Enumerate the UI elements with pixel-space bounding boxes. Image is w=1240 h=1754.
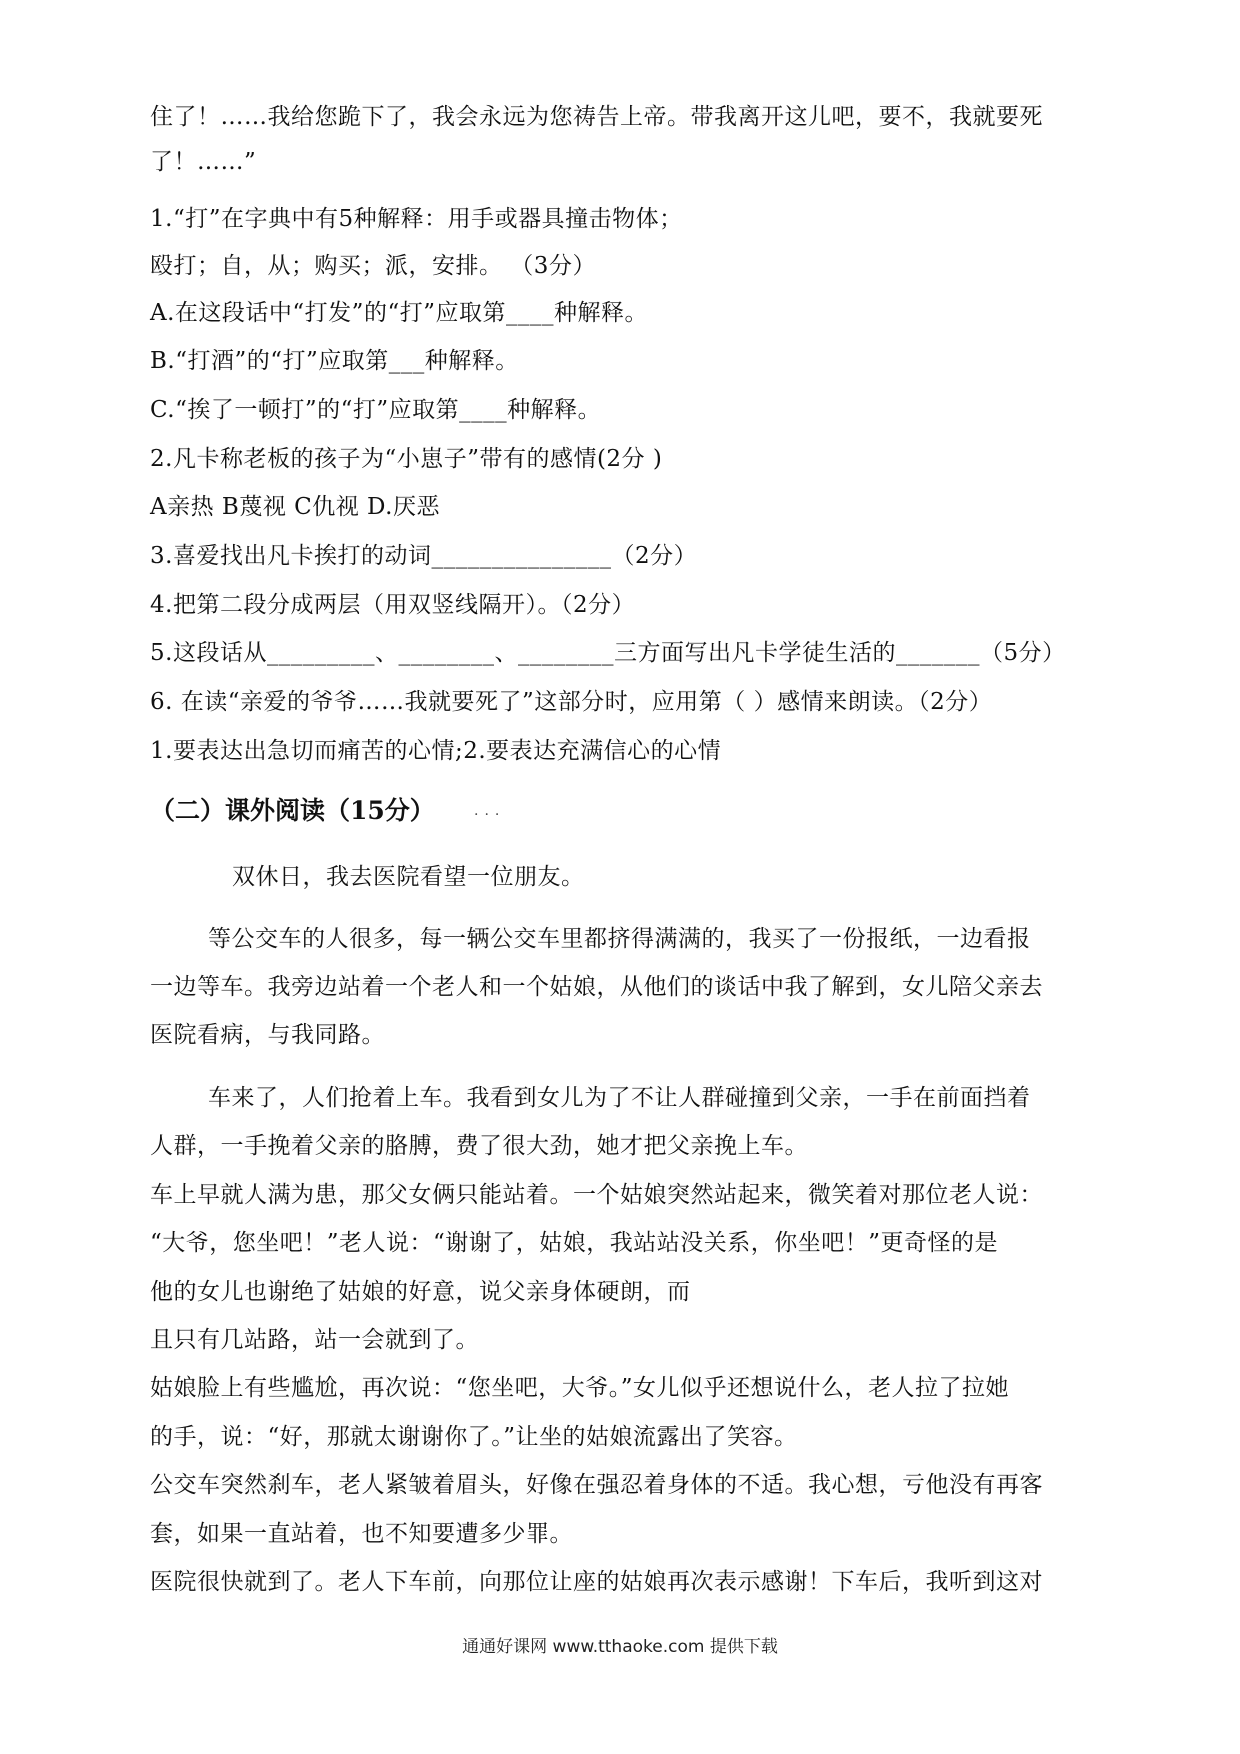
passage-line: 一边等车。我旁边站着一个老人和一个姑娘，从他们的谈话中我了解到，女儿陪父亲去	[150, 974, 1043, 1000]
passage-line: 套，如果一直站着，也不知要遭多少罪。	[150, 1521, 573, 1547]
text-line: 了！……”	[150, 149, 257, 175]
question-5: 5.这段话从_________、________、________三方面写出凡卡学徒生活的_______（5分）	[150, 640, 1066, 666]
passage-line: 双休日，我去医院看望一位朋友。	[232, 864, 585, 890]
question-3: 3.喜爱找出凡卡挨打的动词_______________（2分）	[150, 543, 698, 569]
question-6: 6. 在读“亲爱的爷爷……我就要死了”这部分时，应用第（ ）感情来朗读。（2分）	[150, 689, 993, 715]
question-1-a: A.在这段话中“打发”的“打”应取第____种解释。	[150, 300, 648, 326]
passage-line: 车上早就人满为患，那父女俩只能站着。一个姑娘突然站起来，微笑着对那位老人说：	[150, 1182, 1043, 1208]
section-title-dots: ...	[474, 803, 506, 819]
question-1-options: 殴打；自，从；购买；派，安排。 （3分）	[150, 253, 596, 279]
text-line: 住了！……我给您跪下了，我会永远为您祷告上帝。带我离开这儿吧，要不，我就要死	[150, 104, 1043, 130]
passage-line: 等公交车的人很多，每一辆公交车里都挤得满满的，我买了一份报纸，一边看报	[208, 926, 1031, 952]
passage-line: “大爷，您坐吧！”老人说：“谢谢了，姑娘，我站站没关系，你坐吧！”更奇怪的是	[150, 1230, 999, 1256]
passage-line: 他的女儿也谢绝了姑娘的好意，说父亲身体硬朗，而	[150, 1279, 691, 1305]
passage-line: 且只有几站路，站一会就到了。	[150, 1327, 479, 1353]
passage-line: 车来了，人们抢着上车。我看到女儿为了不让人群碰撞到父亲，一手在前面挡着	[208, 1085, 1031, 1111]
question-2: 2.凡卡称老板的孩子为“小崽子”带有的感情(2分 )	[150, 446, 663, 472]
page-footer: 通通好课网 www.tthaoke.com 提供下载	[462, 1637, 778, 1657]
question-4: 4.把第二段分成两层（用双竖线隔开）。（2分）	[150, 592, 636, 618]
passage-line: 姑娘脸上有些尴尬，再次说：“您坐吧，大爷。”女儿似乎还想说什么，老人拉了拉她	[150, 1375, 1010, 1401]
passage-line: 医院很快就到了。老人下车前，向那位让座的姑娘再次表示感谢！下车后，我听到这对	[150, 1569, 1043, 1595]
question-2-choices: A亲热 B蔑视 C仇视 D.厌恶	[150, 494, 440, 520]
section-title: （二）课外阅读（15分）	[150, 796, 435, 825]
passage-line: 人群，一手挽着父亲的胳膊，费了很大劲，她才把父亲挽上车。	[150, 1133, 808, 1159]
passage-line: 医院看病，与我同路。	[150, 1022, 385, 1048]
question-1-b: B.“打酒”的“打”应取第___种解释。	[150, 348, 519, 374]
passage-line: 公交车突然刹车，老人紧皱着眉头，好像在强忍着身体的不适。我心想，亏他没有再客	[150, 1472, 1043, 1498]
question-1-c: C.“挨了一顿打”的“打”应取第____种解释。	[150, 397, 602, 423]
question-6-choices: 1.要表达出急切而痛苦的心情;2.要表达充满信心的心情	[150, 738, 722, 764]
passage-line: 的手，说：“好，那就太谢谢你了。”让坐的姑娘流露出了笑容。	[150, 1424, 798, 1450]
question-1: 1.“打”在字典中有5种解释：用手或器具撞击物体；	[150, 206, 683, 232]
